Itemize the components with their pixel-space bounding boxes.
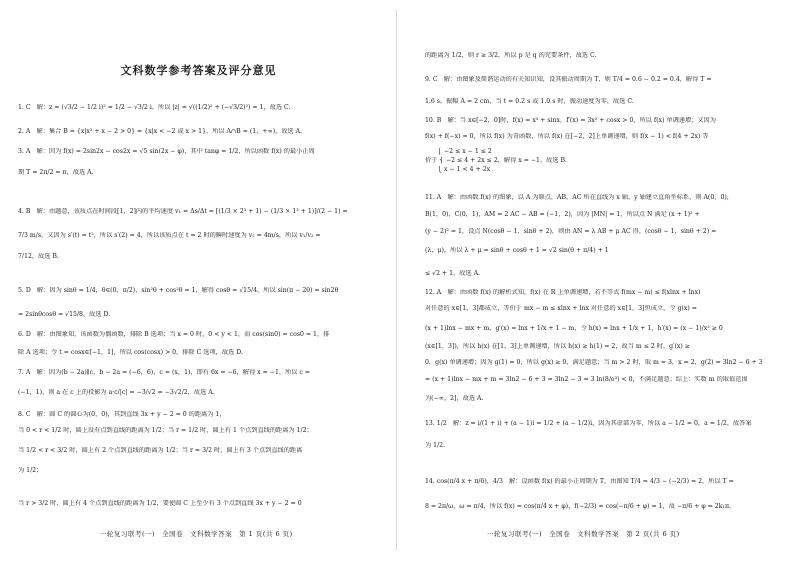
- answer-line: 为(−∞，2]，故选 A.: [425, 395, 484, 402]
- answer-line: 当 r > 3/2 时，圆上有 4 个点到直线的距离为 1/2，要使圆 C 上至少有 3 个点到直线 3x + y − 2 = 0: [18, 500, 302, 507]
- answer-line: 11. A 解：由函数 f(x) 的图象，以 A 为原点，AB，AC 所在直线为 x 轴，y 轴建立直角坐标系，则 A(0，0)，: [425, 194, 733, 201]
- footer-right: 一轮复习联考(一) 全国卷 文科数学答案 第 2 页(共 6 页): [487, 530, 680, 538]
- answer-line: f(x) + f(−x) = 0，所以 f(x) 为奇函数，所以 f(x) 在[−2，2]上单调递增，则 f(x − 1) < f(4 + 2x) 等: [425, 133, 709, 140]
- answer-line: 12. A 解：由函数 f(x) 的解析式知，f(x) 在 R 上单调递增，若不等式 f(mx − m) ≤ f(xlnx + lnx): [425, 289, 701, 296]
- answer-line: 对任意的 x∈[1，3]都成立，等价于 mx − m ≤ xlnx + lnx 对任意的 x∈[1，3]恒成立，令 g(x) =: [425, 305, 697, 312]
- answer-line: 7. A 解：因为(b − 2a)∥c，b − 2a = (−6，6)，c = (x，1)，即有 6x = −6，解得 x = −1，所以 c =: [18, 369, 311, 376]
- answer-line: 除 A 选项；令 t = cosx∈[−1，1]，所以 cos(cosx) > 0，排除 C 选项，故选 D.: [18, 349, 243, 356]
- answer-line: = 2sinθcosθ = √15/8，故选 D.: [18, 311, 111, 318]
- answer-line: (λ，μ)，所以 λ + μ = sinθ + cosθ + 1 = √2 sin(θ + π/4) + 1: [425, 247, 609, 254]
- answer-line: 的距离为 1/2，则 r ≥ 3/2，所以 p 是 q 的充要条件，故选 C.: [425, 52, 597, 59]
- answer-line: 当 1/2 < r < 3/2 时，圆上有 2 个点到直线的距离为 1/2；当 r = 3/2 时，圆上有 3 个点到直线的距离: [18, 447, 303, 454]
- answer-line: 0，g(x) 单调递增；因为 g(1) = 0，所以 g(x) ≥ 0，满足题意；当 m > 2 时，取 m = 3，x = 2，g(2) = 3ln2 − 6 + 3: [425, 359, 763, 366]
- answer-line: 13. 1/2 解：z = i/(1 + i) + (a − 1)i = 1/2 + (a − 1/2)i，因为其虚部为零，所以 a − 1/2 = 0，a = 1/2，故答案: [425, 420, 752, 427]
- answer-line: = (x + 1)lnx − mx + m = 3ln2 − 6 + 3 = 3ln2 − 3 = 3 ln(8/e³) < 0，不满足题意；综上：实数 m 的取值范围: [425, 376, 748, 383]
- answer-line: 8. C 解：圆 C 的圆心为(0，0)，其到直线 3x + y − 2 = 0 的距离为 1，: [18, 411, 226, 418]
- answer-line: 3. A 解：因为 f(x) = 2sin2x − cos2x = √5 sin(2x − φ)，其中 tanφ = 1/2，所以函数 f(x) 的最小正周: [18, 148, 315, 155]
- answer-line: 7/3 m/s，又因为 s′(t) = t²，所以 s′(2) = 4，所以该质点在 t = 2 时的瞬时速度为 v₂ = 4m/s，所以 v₁/v₂ =: [18, 232, 321, 239]
- answer-line: 10. B 解：当 x∈[−2，0]时，f(x) = x³ + sinx，f′(x) = 3x² + cosx > 0，所以 f(x) 单调递增；又因为: [425, 117, 716, 124]
- answer-line: (y − 2)² = 1，设点 N(cosθ − 1，sinθ + 2)，则由 AN = λ AB + μ AC 得，(cosθ − 1，sinθ + 2) =: [425, 228, 717, 235]
- answer-line: 6. D 解：由图象知，该函数为偶函数，排除 B 选项；当 x = 0 时，0 < y < 1，而 cos(sin0) = cos0 = 1，排: [18, 331, 330, 338]
- answer-line: 1.6 s，振幅 A = 2 cm，当 t = 0.2 s 或 1.0 s 时，振动速度为零，故选 C.: [425, 98, 634, 105]
- answer-line: 价于 ⎨ −2 ≤ 4 + 2x ≤ 2，解得 x = −1，故选 B.: [425, 157, 568, 164]
- answer-line: 当 0 < r < 1/2 时，圆上没有点到直线的距离为 1/2；当 r = 1/2 时，圆上有 1 个点到直线的距离为 1/2；: [18, 427, 313, 434]
- answer-line: (x∈[1，3])，所以 h(x) 在[1，3]上单调递增，所以 h(x) ≥ h(1) = 2，故当 m ≤ 2 时，g′(x) ≥: [425, 343, 690, 350]
- answer-line: 期 T = 2π/2 = π，故选 A.: [18, 169, 94, 176]
- right-page: [397, 0, 794, 562]
- answer-line: ≤ √2 + 1，故选 A.: [425, 270, 481, 277]
- answer-line: 1. C 解：z = (√3/2 − 1/2 i)² = 1/2 − √3/2 i，所以 |z| = √((1/2)² + (−√3/2)²) = 1，故选 C.: [18, 104, 291, 111]
- answer-line: (−1，1)，则 a 在 c 上的投影为 a·c/|c| = −3/√2 = −3√2/2，故选 A.: [18, 389, 215, 396]
- answer-line: 为 1/2；: [18, 467, 43, 474]
- answer-line: B(1，0)，C(0，1)，AM = 2 AC − AB = (−1，2)，因为 |MN| = 1，所以点 N 满足 (x + 1)² +: [425, 211, 700, 218]
- answer-line: (x + 1)lnx − mx + m，g′(x) = lnx + 1/x + 1 − m，令 h(x) = lnx + 1/x + 1，h′(x) = (x − 1)/x² ≥ 0: [425, 325, 723, 332]
- answer-line: 4. B 解：由题意，该质点在时间段[1，2]内的平均速度 v₁ = Δs/Δt = [(1/3 × 2³ + 1) − (1/3 × 1³ + 1)]/(2 − 1) =: [18, 208, 348, 215]
- answer-line: 9. C 解：由图象及简谐运动的有关知识知，设其振动周期为 T，则 T/4 = 0.6 − 0.2 = 0.4，解得 T =: [425, 76, 712, 83]
- answer-line: 14. cos(π/4 x + π/6)，4/3 解：设函数 f(x) 的最小正周期为 T，由图知 T/4 = 4/3 − (−2/3) = 2，所以 T =: [425, 478, 734, 485]
- footer-left: 一轮复习联考(一) 全国卷 文科数学答案 第 1 页(共 6 页): [100, 530, 293, 538]
- answer-line: 2. A 解：集合 B = {x|x² + x − 2 > 0} = {x|x < −2 或 x > 1}，所以 A∩B = (1，+∞)，故选 A.: [18, 128, 303, 135]
- answer-line: 为 1/2.: [425, 442, 446, 449]
- page-title: 文科数学参考答案及评分意见: [120, 64, 277, 77]
- answer-line: 8 = 2π/ω，ω = π/4，所以 f(x) = cos(π/4 x + φ)，f(−2/3) = cos(−π/6 + φ) = 1，故 −π/6 + φ = 2k₁π，: [425, 503, 736, 510]
- answer-line: ⎩ x − 1 < 4 + 2x: [425, 166, 491, 173]
- answer-line: 7/12，故选 B.: [18, 253, 59, 260]
- answer-line: 5. D 解：因为 sinθ = 1/4，θ∈(0，π/2)，sin²θ + cos²θ = 1，解得 cosθ = √15/4，所以 sin(π − 2θ) = sin2θ: [18, 287, 339, 294]
- answer-line: ⎧ −2 ≤ x − 1 ≤ 2: [425, 148, 492, 155]
